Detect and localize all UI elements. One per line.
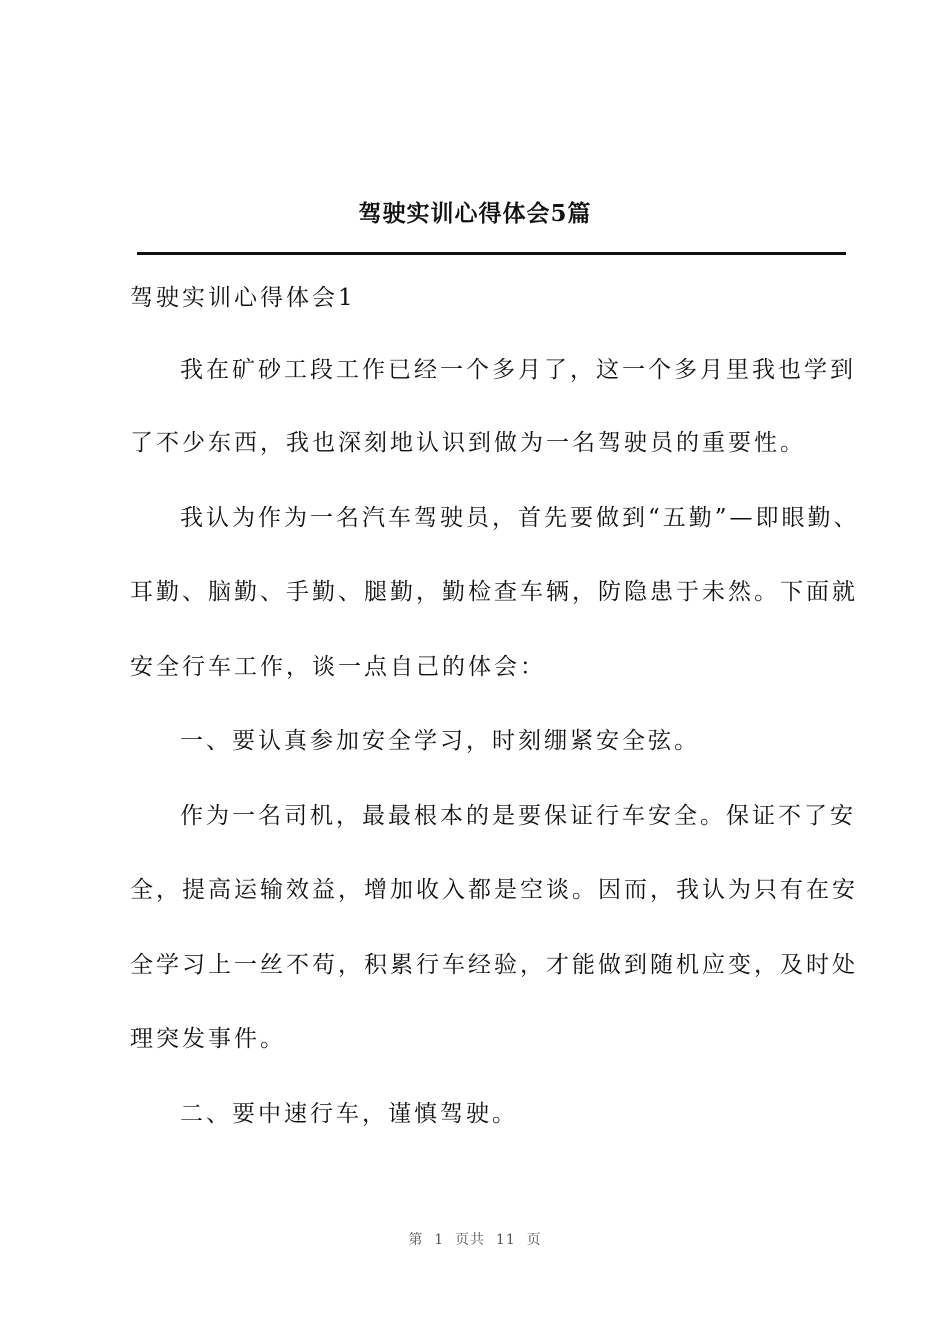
- paragraph-line: 我认为作为一名汽车驾驶员，首先要做到“五勤”—即眼勤、: [180, 505, 860, 531]
- paragraph-line: 理突发事件。: [130, 1026, 286, 1052]
- page-number-footer: 第 1 页共 11 页: [408, 1232, 542, 1248]
- paragraph-line: 耳勤、脑勤、手勤、腿勤，勤检查车辆，防隐患于未然。下面就: [130, 579, 858, 605]
- document-title: 驾驶实训心得体会5篇: [358, 200, 592, 227]
- paragraph-line: 我在矿砂工段工作已经一个多月了，这一个多月里我也学到: [180, 357, 856, 383]
- title-underline: [137, 252, 846, 255]
- paragraph-line: 全，提高运输效益，增加收入都是空谈。因而，我认为只有在安: [130, 877, 858, 903]
- list-item-heading: 一、要认真参加安全学习，时刻绷紧安全弦。: [180, 728, 700, 754]
- paragraph-line: 安全行车工作，谈一点自己的体会：: [130, 654, 546, 680]
- paragraph-line: 作为一名司机，最最根本的是要保证行车安全。保证不了安: [180, 803, 856, 829]
- list-item-heading: 二、要中速行车，谨慎驾驶。: [180, 1101, 518, 1127]
- paragraph-line: 全学习上一丝不苟，积累行车经验，才能做到随机应变，及时处: [130, 952, 858, 978]
- section-heading: 驾驶实训心得体会1: [130, 285, 356, 311]
- paragraph-line: 了不少东西，我也深刻地认识到做为一名驾驶员的重要性。: [130, 430, 806, 456]
